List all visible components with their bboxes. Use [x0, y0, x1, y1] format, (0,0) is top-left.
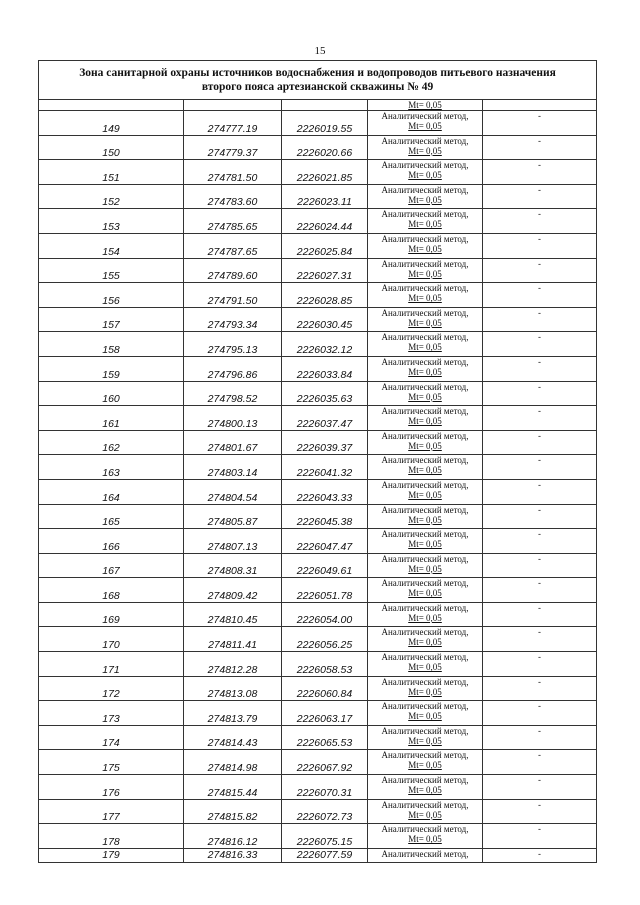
- method-name: Аналитический метод,: [381, 676, 469, 687]
- dash-cell: -: [483, 160, 597, 185]
- table-row: [39, 529, 597, 554]
- y-coordinate-cell: 2226070.31: [282, 775, 368, 800]
- method-formula: Mt= 0,05: [408, 268, 442, 279]
- table-row: [39, 184, 597, 209]
- method-formula: Mt= 0,05: [408, 735, 442, 746]
- point-number-cell: 155: [39, 258, 184, 283]
- method-formula: Mt= 0,05: [408, 686, 442, 697]
- table-row: [39, 430, 597, 455]
- y-coordinate-cell: 2226039.37: [282, 430, 368, 455]
- x-coordinate-cell: 274814.43: [184, 725, 282, 750]
- x-coordinate-cell: 274808.31: [184, 553, 282, 578]
- point-number-cell: 154: [39, 233, 184, 258]
- x-coordinate-cell: 274811.41: [184, 627, 282, 652]
- dash-cell: -: [483, 356, 597, 381]
- table-row: [39, 725, 597, 750]
- method-cell: [368, 160, 483, 185]
- point-number-cell: 172: [39, 676, 184, 701]
- method-formula: Mt= 0,05: [408, 342, 442, 353]
- table-row: [39, 627, 597, 652]
- y-coordinate-cell: 2226035.63: [282, 381, 368, 406]
- method-cell: [368, 504, 483, 529]
- x-coordinate-cell: 274781.50: [184, 160, 282, 185]
- method-formula: Mt= 0,05: [408, 219, 442, 230]
- table-row: [39, 701, 597, 726]
- method-formula: Mt= 0,05: [408, 612, 442, 623]
- method-name: Аналитический метод,: [381, 479, 469, 490]
- x-coordinate-cell: 274801.67: [184, 430, 282, 455]
- point-number-cell: 151: [39, 160, 184, 185]
- table-row: [39, 356, 597, 381]
- point-number-cell: 167: [39, 553, 184, 578]
- dash-cell: [483, 100, 597, 111]
- y-coordinate-cell: 2226043.33: [282, 479, 368, 504]
- table-row: [39, 602, 597, 627]
- y-coordinate-cell: 2226077.59: [282, 848, 368, 862]
- dash-cell: -: [483, 430, 597, 455]
- method-cell: [368, 479, 483, 504]
- method-cell: [368, 578, 483, 603]
- x-coordinate-cell: 274815.44: [184, 775, 282, 800]
- method-cell: [368, 750, 483, 775]
- method-cell: [368, 283, 483, 308]
- dash-cell: -: [483, 627, 597, 652]
- x-coordinate-cell: 274814.98: [184, 750, 282, 775]
- dash-cell: -: [483, 824, 597, 849]
- table-title-line-2: второго пояса артезианской скважины № 49: [201, 81, 434, 93]
- method-cell: [368, 824, 483, 849]
- x-coordinate-cell: 274815.82: [184, 799, 282, 824]
- method-name: Аналитический метод,: [381, 135, 469, 146]
- method-cell: [368, 725, 483, 750]
- point-number-cell: 159: [39, 356, 184, 381]
- page-number: 15: [314, 45, 326, 57]
- method-name: Аналитический метод,: [381, 578, 469, 589]
- table-row: [39, 824, 597, 849]
- x-coordinate-cell: 274813.08: [184, 676, 282, 701]
- x-coordinate-cell: 274791.50: [184, 283, 282, 308]
- method-name: Аналитический метод,: [381, 307, 469, 318]
- y-coordinate-cell: 2226051.78: [282, 578, 368, 603]
- table-row: [39, 332, 597, 357]
- method-cell: [368, 676, 483, 701]
- y-coordinate-cell: 2226025.84: [282, 233, 368, 258]
- point-number-cell: 150: [39, 135, 184, 160]
- method-cell: [368, 258, 483, 283]
- y-coordinate-cell: 2226065.53: [282, 725, 368, 750]
- point-number-cell: 177: [39, 799, 184, 824]
- dash-cell: -: [483, 799, 597, 824]
- dash-cell: -: [483, 504, 597, 529]
- method-formula: Mt= 0,05: [408, 317, 442, 328]
- method-cell: [368, 430, 483, 455]
- table-row: [39, 258, 597, 283]
- y-coordinate-cell: 2226028.85: [282, 283, 368, 308]
- y-coordinate-cell: 2226027.31: [282, 258, 368, 283]
- method-cell: [368, 602, 483, 627]
- point-number-cell: 158: [39, 332, 184, 357]
- method-name: Аналитический метод,: [381, 356, 469, 367]
- method-formula: Mt= 0,05: [408, 121, 442, 131]
- table-row: [39, 479, 597, 504]
- method-formula: Mt= 0,05: [408, 785, 442, 796]
- y-coordinate-cell: 2226063.17: [282, 701, 368, 726]
- y-coordinate-cell: 2226041.32: [282, 455, 368, 480]
- y-coordinate-cell: 2226020.66: [282, 135, 368, 160]
- point-number-cell: 176: [39, 775, 184, 800]
- method-cell: [368, 652, 483, 677]
- method-name: Аналитический метод,: [381, 111, 469, 121]
- method-name: Аналитический метод,: [381, 184, 469, 195]
- y-coordinate-cell: 2226054.00: [282, 602, 368, 627]
- dash-cell: -: [483, 332, 597, 357]
- point-number-cell: 173: [39, 701, 184, 726]
- x-coordinate-cell: 274816.33: [184, 848, 282, 862]
- x-coordinate-cell: 274793.34: [184, 307, 282, 332]
- method-formula: Mt= 0,05: [408, 100, 442, 110]
- table-row: [39, 848, 597, 862]
- method-formula: Mt= 0,05: [408, 588, 442, 599]
- point-number-cell: 164: [39, 479, 184, 504]
- x-coordinate-cell: [184, 100, 282, 111]
- method-cell: [368, 627, 483, 652]
- method-name: Аналитический метод,: [381, 824, 469, 835]
- point-number-cell: 170: [39, 627, 184, 652]
- method-name: Аналитический метод,: [381, 160, 469, 171]
- coordinates-table: [38, 60, 597, 863]
- table-row: [39, 307, 597, 332]
- dash-cell: -: [483, 283, 597, 308]
- x-coordinate-cell: 274816.12: [184, 824, 282, 849]
- y-coordinate-cell: 2226047.47: [282, 529, 368, 554]
- method-cell: [368, 529, 483, 554]
- y-coordinate-cell: 2226067.92: [282, 750, 368, 775]
- method-cell: [368, 184, 483, 209]
- method-name: Аналитический метод,: [381, 504, 469, 515]
- method-formula: Mt= 0,05: [408, 563, 442, 574]
- method-formula: Mt= 0,05: [408, 440, 442, 451]
- table-row: [39, 504, 597, 529]
- method-cell: [368, 135, 483, 160]
- method-cell: [368, 799, 483, 824]
- method-cell: [368, 701, 483, 726]
- y-coordinate-cell: 2226032.12: [282, 332, 368, 357]
- method-cell: [368, 553, 483, 578]
- method-cell: [368, 100, 483, 111]
- y-coordinate-cell: 2226019.55: [282, 111, 368, 136]
- table-title: [39, 61, 597, 100]
- x-coordinate-cell: 274779.37: [184, 135, 282, 160]
- y-coordinate-cell: [282, 100, 368, 111]
- y-coordinate-cell: 2226075.15: [282, 824, 368, 849]
- method-name: Аналитический метод,: [381, 627, 469, 638]
- x-coordinate-cell: 274789.60: [184, 258, 282, 283]
- x-coordinate-cell: 274796.86: [184, 356, 282, 381]
- method-name: Аналитический метод,: [381, 233, 469, 244]
- table-row: [39, 381, 597, 406]
- point-number-cell: 163: [39, 455, 184, 480]
- method-cell: Аналитический метод,: [368, 848, 483, 862]
- dash-cell: -: [483, 701, 597, 726]
- method-formula: Mt= 0,05: [408, 366, 442, 377]
- method-cell: [368, 775, 483, 800]
- x-coordinate-cell: 274803.14: [184, 455, 282, 480]
- method-cell: [368, 381, 483, 406]
- method-formula: Mt= 0,05: [408, 194, 442, 205]
- method-name: Аналитический метод,: [381, 283, 469, 294]
- point-number-cell: 165: [39, 504, 184, 529]
- method-name: Аналитический метод,: [381, 701, 469, 712]
- method-name: Аналитический метод,: [381, 799, 469, 810]
- table-title-line-1: Зона санитарной охраны источников водоснабжения и водопроводов питьевого назначения: [79, 67, 556, 79]
- dash-cell: -: [483, 307, 597, 332]
- y-coordinate-cell: 2226060.84: [282, 676, 368, 701]
- y-coordinate-cell: 2226024.44: [282, 209, 368, 234]
- point-number-cell: 156: [39, 283, 184, 308]
- table-row: [39, 283, 597, 308]
- method-cell: [368, 455, 483, 480]
- method-name: Аналитический метод,: [381, 652, 469, 663]
- y-coordinate-cell: 2226049.61: [282, 553, 368, 578]
- method-formula: Mt= 0,05: [408, 293, 442, 304]
- method-name: Аналитический метод,: [381, 430, 469, 441]
- method-cell: [368, 111, 483, 136]
- dash-cell: -: [483, 775, 597, 800]
- method-name: Аналитический метод,: [381, 750, 469, 761]
- y-coordinate-cell: 2226037.47: [282, 406, 368, 431]
- dash-cell: -: [483, 406, 597, 431]
- method-formula: Mt= 0,05: [408, 711, 442, 722]
- method-formula: Mt= 0,05: [408, 170, 442, 181]
- method-name: Аналитический метод,: [381, 775, 469, 786]
- x-coordinate-cell: 274783.60: [184, 184, 282, 209]
- y-coordinate-cell: 2226023.11: [282, 184, 368, 209]
- method-formula: Mt= 0,05: [408, 834, 442, 845]
- method-formula: Mt= 0,05: [408, 539, 442, 550]
- y-coordinate-cell: 2226021.85: [282, 160, 368, 185]
- point-number-cell: 162: [39, 430, 184, 455]
- method-formula: Mt= 0,05: [408, 760, 442, 771]
- table-row: [39, 799, 597, 824]
- table-row: [39, 135, 597, 160]
- point-number-cell: 166: [39, 529, 184, 554]
- dash-cell: -: [483, 578, 597, 603]
- y-coordinate-cell: 2226045.38: [282, 504, 368, 529]
- table-row: [39, 209, 597, 234]
- x-coordinate-cell: 274804.54: [184, 479, 282, 504]
- x-coordinate-cell: 274807.13: [184, 529, 282, 554]
- table-row: [39, 553, 597, 578]
- point-number-cell: 149: [39, 111, 184, 136]
- point-number-cell: 169: [39, 602, 184, 627]
- dash-cell: -: [483, 553, 597, 578]
- point-number-cell: 153: [39, 209, 184, 234]
- y-coordinate-cell: 2226030.45: [282, 307, 368, 332]
- x-coordinate-cell: 274809.42: [184, 578, 282, 603]
- point-number-cell: 171: [39, 652, 184, 677]
- method-cell: [368, 332, 483, 357]
- dash-cell: -: [483, 529, 597, 554]
- method-name: Аналитический метод,: [381, 455, 469, 466]
- point-number-cell: 157: [39, 307, 184, 332]
- x-coordinate-cell: 274805.87: [184, 504, 282, 529]
- x-coordinate-cell: 274787.65: [184, 233, 282, 258]
- method-name: Аналитический метод,: [381, 725, 469, 736]
- point-number-cell: 179: [39, 848, 184, 862]
- method-formula: Mt= 0,05: [408, 416, 442, 427]
- method-cell: [368, 307, 483, 332]
- method-name: Аналитический метод,: [381, 406, 469, 417]
- point-number-cell: 168: [39, 578, 184, 603]
- method-name: Аналитический метод,: [381, 258, 469, 269]
- method-cell: [368, 233, 483, 258]
- dash-cell: -: [483, 602, 597, 627]
- method-cell: [368, 356, 483, 381]
- table-row: [39, 233, 597, 258]
- method-formula: Mt= 0,05: [408, 145, 442, 156]
- method-formula: Mt= 0,05: [408, 809, 442, 820]
- method-cell: [368, 406, 483, 431]
- y-coordinate-cell: 2226058.53: [282, 652, 368, 677]
- method-formula: Mt= 0,05: [408, 662, 442, 673]
- method-formula: Mt= 0,05: [408, 514, 442, 525]
- method-name: Аналитический метод,: [381, 381, 469, 392]
- x-coordinate-cell: 274798.52: [184, 381, 282, 406]
- table-row: [39, 578, 597, 603]
- table-row: [39, 750, 597, 775]
- method-formula: Mt= 0,05: [408, 489, 442, 500]
- dash-cell: -: [483, 725, 597, 750]
- point-number-cell: 161: [39, 406, 184, 431]
- point-number-cell: 160: [39, 381, 184, 406]
- table-row-continuation: [39, 100, 597, 111]
- x-coordinate-cell: 274795.13: [184, 332, 282, 357]
- dash-cell: -: [483, 381, 597, 406]
- method-name: Аналитический метод,: [381, 332, 469, 343]
- table-row: [39, 775, 597, 800]
- dash-cell: -: [483, 258, 597, 283]
- dash-cell: -: [483, 455, 597, 480]
- point-number-cell: 174: [39, 725, 184, 750]
- point-number-cell: 178: [39, 824, 184, 849]
- point-number-cell: [39, 100, 184, 111]
- x-coordinate-cell: 274800.13: [184, 406, 282, 431]
- table-row: [39, 652, 597, 677]
- method-formula: Mt= 0,05: [408, 637, 442, 648]
- table-row: [39, 676, 597, 701]
- table-header-row: [39, 61, 597, 100]
- table-row: [39, 160, 597, 185]
- method-name: Аналитический метод,: [381, 602, 469, 613]
- x-coordinate-cell: 274810.45: [184, 602, 282, 627]
- y-coordinate-cell: 2226033.84: [282, 356, 368, 381]
- x-coordinate-cell: 274812.28: [184, 652, 282, 677]
- method-formula: Mt= 0,05: [408, 465, 442, 476]
- dash-cell: -: [483, 111, 597, 136]
- point-number-cell: 175: [39, 750, 184, 775]
- dash-cell: -: [483, 233, 597, 258]
- method-formula: Mt= 0,05: [408, 391, 442, 402]
- dash-cell: -: [483, 848, 597, 862]
- dash-cell: -: [483, 676, 597, 701]
- dash-cell: -: [483, 479, 597, 504]
- method-cell: [368, 209, 483, 234]
- table-row: [39, 455, 597, 480]
- method-name: Аналитический метод,: [381, 553, 469, 564]
- x-coordinate-cell: 274785.65: [184, 209, 282, 234]
- dash-cell: -: [483, 184, 597, 209]
- table-row: [39, 406, 597, 431]
- method-name: Аналитический метод,: [381, 209, 469, 220]
- dash-cell: -: [483, 652, 597, 677]
- method-name: Аналитический метод,: [381, 529, 469, 540]
- x-coordinate-cell: 274813.79: [184, 701, 282, 726]
- dash-cell: -: [483, 750, 597, 775]
- dash-cell: -: [483, 209, 597, 234]
- y-coordinate-cell: 2226072.73: [282, 799, 368, 824]
- dash-cell: -: [483, 135, 597, 160]
- table-row: [39, 111, 597, 136]
- point-number-cell: 152: [39, 184, 184, 209]
- y-coordinate-cell: 2226056.25: [282, 627, 368, 652]
- method-formula: Mt= 0,05: [408, 243, 442, 254]
- x-coordinate-cell: 274777.19: [184, 111, 282, 136]
